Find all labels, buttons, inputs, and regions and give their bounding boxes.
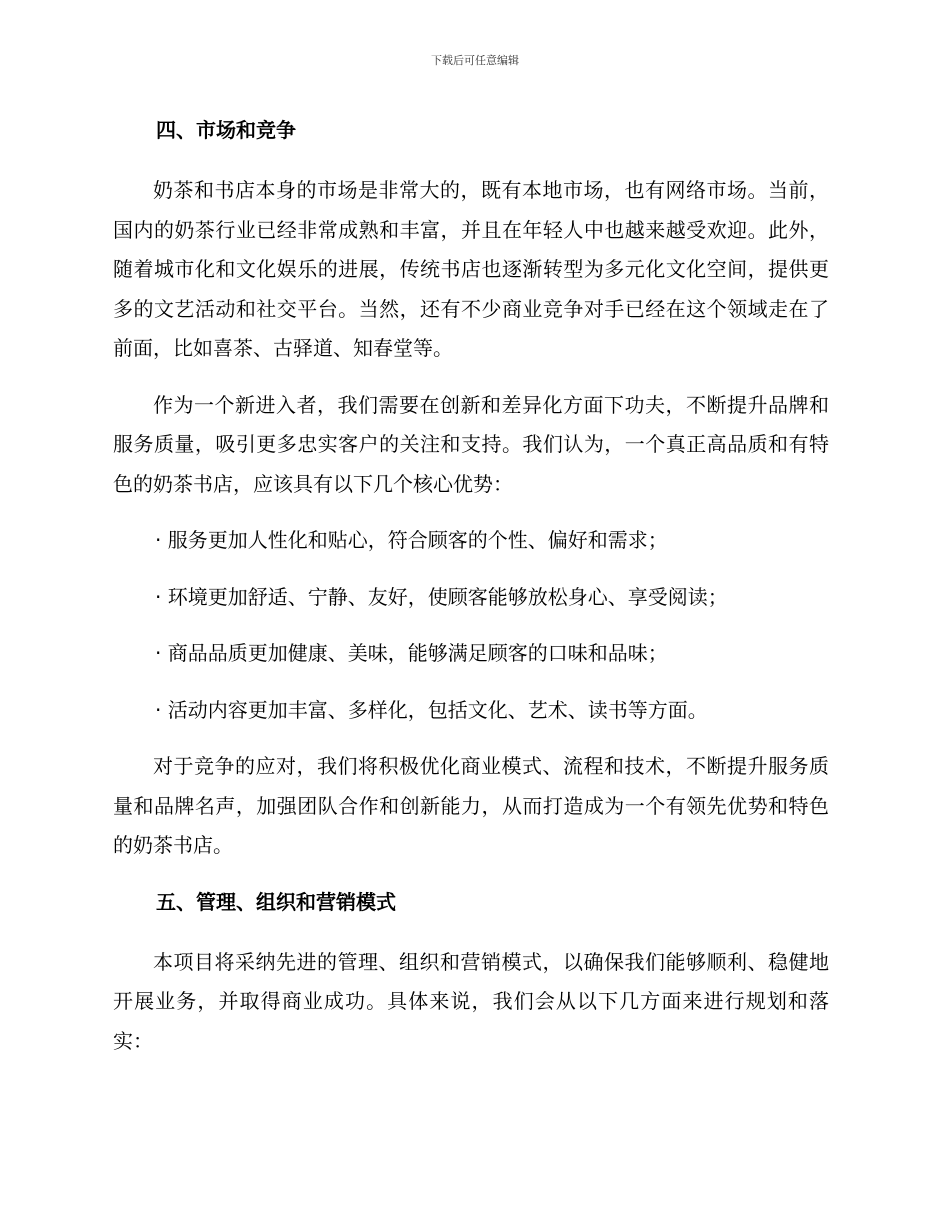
header-note: 下载后可任意编辑 — [431, 54, 519, 67]
paragraph-market-overview: 奶茶和书店本身的市场是非常大的，既有本地市场，也有网络市场。当前，国内的奶茶行业已经非常成熟和丰富，并且在年轻人中也越来越受欢迎。此外，随着城市化和文化娱乐的进展，传统书店也逐渐转型为多元化文化空间，提供更多的文艺活动和社交平台。当然，还有不少商业竞争对手已经在这个领域走在了前面，比如喜茶、古驿道、知春堂等。 — [113, 178, 829, 360]
section-heading-management: 五、管理、组织和营销模式 — [156, 889, 396, 914]
bullet-item-product: · 商品品质更加健康、美味，能够满足顾客的口味和品味； — [155, 641, 668, 665]
section-heading-market: 四、市场和竞争 — [156, 118, 296, 142]
paragraph-management-overview: 本项目将采纳先进的管理、组织和营销模式，以确保我们能够顺利、稳健地开展业务，并取得商业成功。具体来说，我们会从以下几方面来进行规划和落实： — [113, 949, 829, 1053]
bullet-item-environment: · 环境更加舒适、宁静、友好，使顾客能够放松身心、享受阅读； — [155, 584, 728, 609]
paragraph-new-entrant: 作为一个新进入者，我们需要在创新和差异化方面下功夫，不断提升品牌和服务质量，吸引更多忠实客户的关注和支持。我们认为，一个真正高品质和有特色的奶茶书店，应该具有以下几个核心优势： — [113, 392, 829, 496]
bullet-item-service: · 服务更加人性化和贴心，符合顾客的个性、偏好和需求； — [155, 528, 668, 552]
document-body — [113, 114, 829, 1061]
bullet-item-activities: · 活动内容更加丰富、多样化，包括文化、艺术、读书等方面。 — [155, 697, 708, 722]
paragraph-competition-response: 对于竞争的应对，我们将积极优化商业模式、流程和技术，不断提升服务质量和品牌名声，加强团队合作和创新能力，从而打造成为一个有领先优势和特色的奶茶书店。 — [113, 754, 829, 857]
